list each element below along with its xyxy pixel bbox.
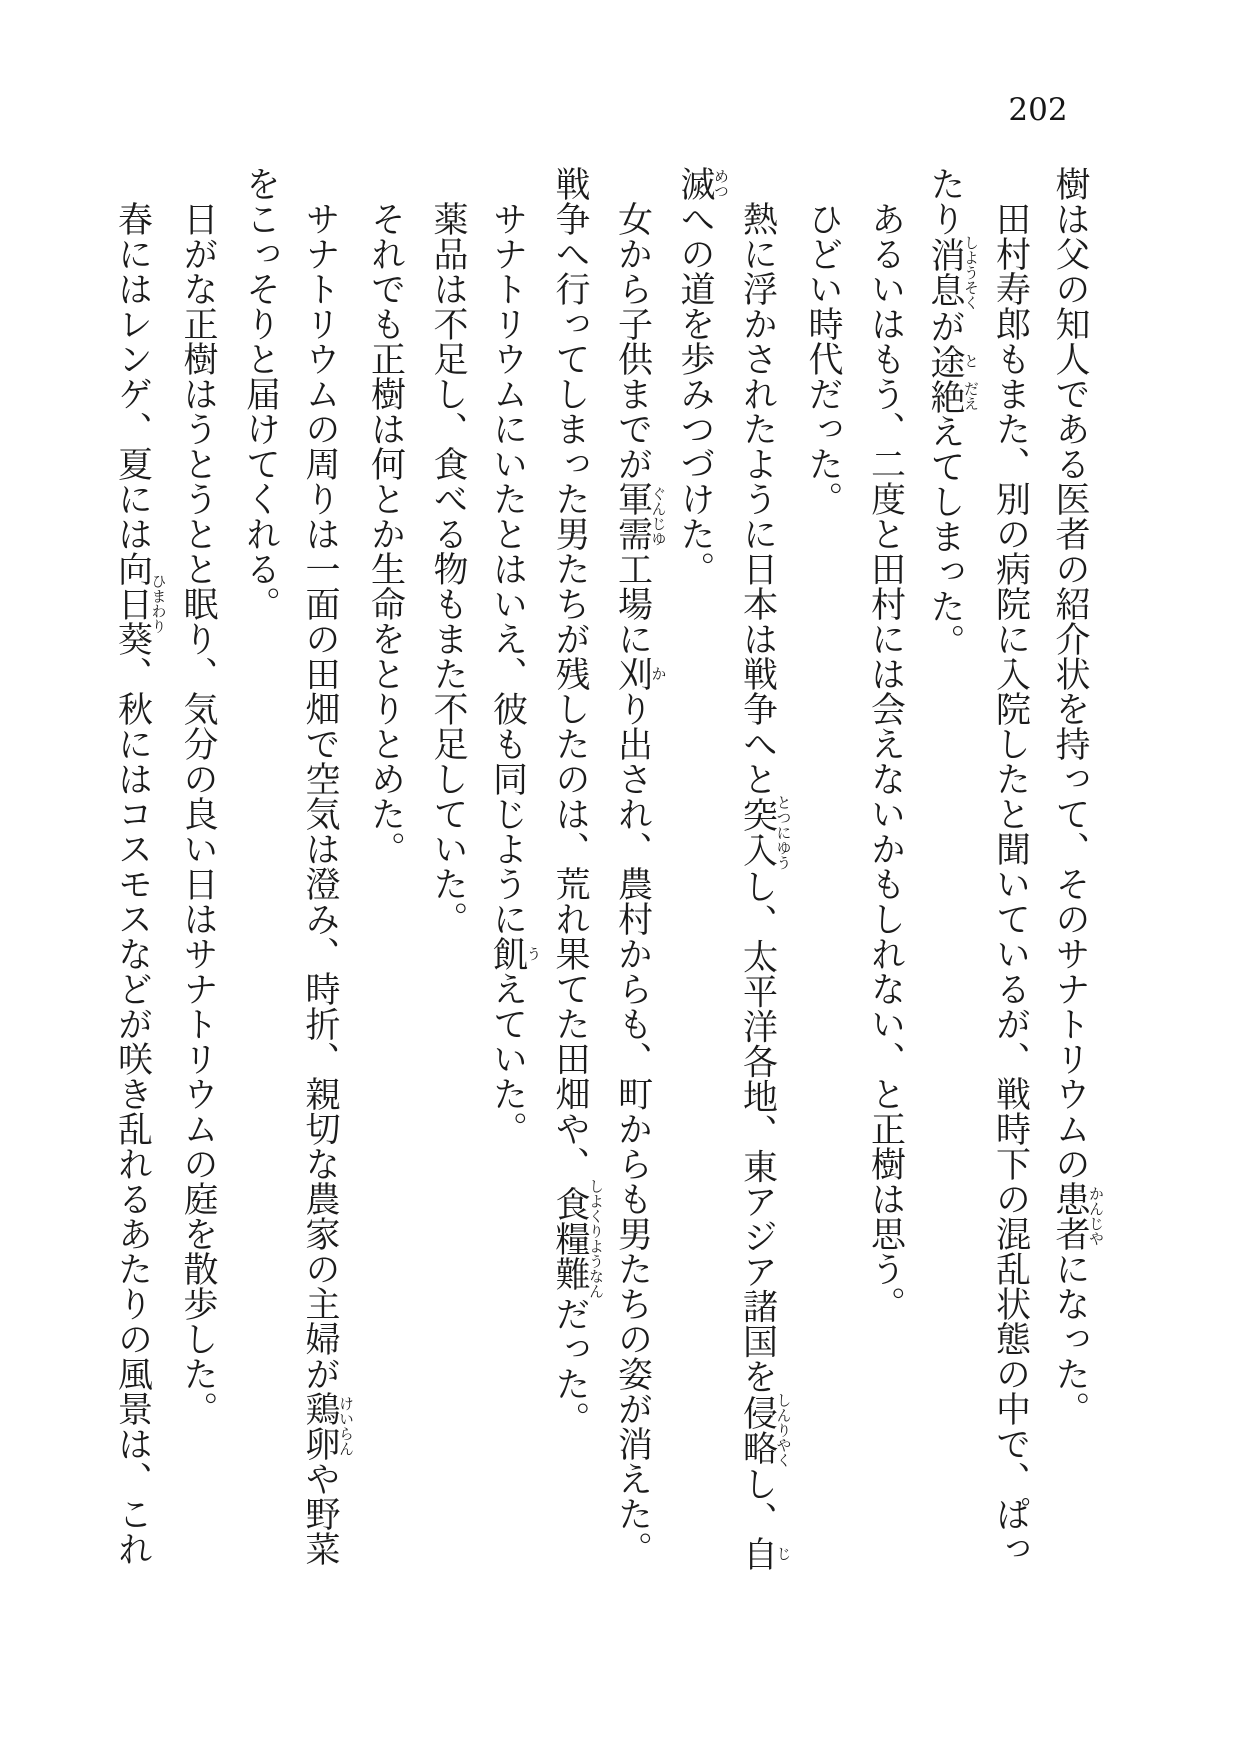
ruby-annotated-word: 自じ xyxy=(737,1536,793,1571)
ruby-annotated-word: 突入とつにゆう xyxy=(737,794,793,870)
text-column: ひどい時代だった。 xyxy=(803,201,843,516)
furigana: と xyxy=(962,343,980,379)
furigana: しんりやく xyxy=(774,1392,793,1468)
furigana: かんじや xyxy=(1087,1181,1105,1251)
text-column: 戦争へ行ってしまった男たちが残したのは、荒れ果てた田畑や、食糧難しよくりようなんだった。 xyxy=(550,166,605,1436)
ruby-annotated-word: 食糧難しよくりようなん xyxy=(550,1178,605,1299)
ruby-annotated-word: 鶏卵けいらん xyxy=(300,1391,355,1461)
text-column: サナトリウムにいたとはいえ、彼も同じように飢うえていた。 xyxy=(487,201,543,1146)
text-column: をこっそりと届けてくれる。 xyxy=(240,166,281,621)
furigana: とつにゆう xyxy=(774,794,793,870)
ruby-annotated-word: 侵略しんりやく xyxy=(737,1392,793,1468)
ruby-annotated-word: 患者かんじや xyxy=(1050,1181,1105,1251)
text-column: あるいはもう、二度と田村には会えないかもしれない、と正樹は思う。 xyxy=(865,201,906,1321)
ruby-annotated-word: 刈か xyxy=(612,656,668,691)
ruby-annotated-word: 飢う xyxy=(487,936,543,971)
ruby-annotated-word: 途と xyxy=(925,343,980,379)
furigana: じ xyxy=(774,1536,793,1571)
ruby-annotated-word: 絶だえ xyxy=(925,378,980,414)
text-column: それでも正樹は何とか生命をとりとめた。 xyxy=(365,201,406,866)
ruby-annotated-word: 消息しようそく xyxy=(925,234,980,310)
text-column: 日がな正樹はうとうとと眠り、気分の良い日はサナトリウムの庭を散歩した。 xyxy=(178,201,218,1426)
text-column: 樹は父の知人である医者の紹介状を持って、そのサナトリウムの患者かんじやになった。 xyxy=(1050,166,1105,1426)
text-column: サナトリウムの周りは一面の田畑で空気は澄み、時折、親切な農家の主婦が鶏卵けいらんや野菜 xyxy=(300,201,355,1566)
text-columns xyxy=(104,166,1104,1571)
text-column: 田村寿郎もまた、別の病院に入院したと聞いているが、戦時下の混乱状態の中で、ぱっ xyxy=(990,201,1031,1566)
furigana: か xyxy=(649,656,668,691)
text-column: 春にはレンゲ、夏には向日葵ひまわり、秋にはコスモスなどが咲き乱れるあたりの風景は、これ xyxy=(112,201,168,1566)
text-column: 女から子供までが軍需ぐんじゆ工場に刈かり出され、農村からも、町からも男たちの姿が消えた。 xyxy=(612,201,668,1566)
furigana: ぐんじゆ xyxy=(649,481,668,551)
ruby-annotated-word: 軍需ぐんじゆ xyxy=(612,481,668,551)
page-number: 202 xyxy=(1008,92,1068,128)
furigana: だえ xyxy=(962,378,980,414)
ruby-annotated-word: 滅めつ xyxy=(675,166,730,201)
text-column: 薬品は不足し、食べる物もまた不足していた。 xyxy=(428,201,468,936)
text-column: 滅めつへの道を歩みつづけた。 xyxy=(675,166,730,586)
furigana: しよくりようなん xyxy=(587,1178,605,1299)
text-column: たり消息しようそくが途と絶だええてしまった。 xyxy=(925,166,980,659)
ruby-annotated-word: 向日葵ひまわり xyxy=(112,551,168,656)
furigana: めつ xyxy=(712,166,730,201)
furigana: けいらん xyxy=(337,1391,355,1461)
furigana: しようそく xyxy=(962,234,980,310)
text-column: 熱に浮かされたように日本は戦争へと突入とつにゆうし、太平洋各地、東アジア諸国を侵略しんりやくし、自じ xyxy=(737,201,793,1571)
furigana: ひまわり xyxy=(149,551,168,656)
furigana: う xyxy=(524,936,543,971)
